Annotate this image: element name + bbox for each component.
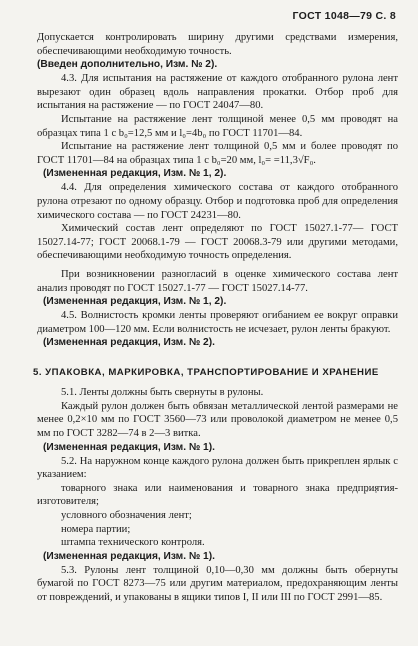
label-item-batch: номера партии; bbox=[61, 523, 131, 535]
clause-5-3: 5.3. Рулоны лент толщиной 0,10—0,30 мм должны быть обернуты бумагой по ГОСТ 8273—75 или другим материалом, предохраняющим ленты от повреждений, и упакованы в ящики типов I, II или III по ГОСТ 2991—85. bbox=[37, 564, 398, 603]
label-item-trademark: товарного знака или наименования и товарного знака предприятия-изготовителя; bbox=[37, 482, 398, 508]
paragraph-chemical-methods: Химический состав лент определяют по ГОСТ 15027.1-77— ГОСТ 15027.14-77; ГОСТ 20068.1-79 — ГОСТ 20068.3-79 или другими методами, обеспечивающими необходимую точность определения. bbox=[37, 223, 398, 262]
paragraph-disputes: При возникновении разногласий в оценке химического состава лент анализ проводят по ГОСТ 15027.1-77 — ГОСТ 15027.14-77. bbox=[37, 268, 398, 294]
section-5-heading: 5. УПАКОВКА, МАРКИРОВКА, ТРАНСПОРТИРОВАНИЕ И ХРАНЕНИЕ bbox=[33, 367, 379, 379]
clause-5-1: 5.1. Ленты должны быть свернуты в рулоны. bbox=[61, 387, 264, 399]
edition-note-1: (Введен дополнительно, Изм. № 2). bbox=[37, 59, 218, 71]
document-body bbox=[33, 31, 398, 605]
clause-5-2: 5.2. На наружном конце каждого рулона должен быть прикреплен ярлык с указанием: bbox=[37, 455, 398, 481]
paragraph-tensile-thin: Испытание на растяжение лент толщиной менее 0,5 мм проводят на образцах типа 1 с b₀=12,5 мм и l₀=4b₀ по ГОСТ 11701—84. bbox=[37, 113, 398, 139]
scan-smudge-mark bbox=[364, 487, 386, 495]
clause-4-3: 4.3. Для испытания на растяжение от каждого отобранного рулона лент вырезают один образец вдоль направления прокатки. Отбор проб для испытания на растяжение — по ГОСТ 24047—80. bbox=[37, 73, 398, 112]
edition-note-5: (Измененная редакция, Изм. № 1). bbox=[43, 441, 215, 453]
edition-note-2: (Измененная редакция, Изм. № 1, 2). bbox=[43, 168, 227, 180]
edition-note-4: (Измененная редакция, Изм. № 2). bbox=[43, 337, 215, 349]
paragraph-measurement-note: Допускается контролировать ширину другими средствами измерения, обеспечивающими необходимую точность. bbox=[37, 32, 398, 57]
paragraph-tensile-thick: Испытание на растяжение лент толщиной 0,5 мм и более проводят по ГОСТ 11701—84 на образцах типа 1 с b₀=20 мм, l₀= =11,3√F₀. bbox=[37, 141, 398, 166]
label-item-designation: условного обозначения лент; bbox=[61, 510, 192, 522]
page-header: ГОСТ 1048—79 С. 8 bbox=[292, 10, 396, 22]
label-item-stamp: штампа технического контроля. bbox=[61, 537, 205, 549]
clause-4-5: 4.5. Волнистость кромки ленты проверяют огибанием ее вокруг оправки диаметром 100—120 мм. Если волнистость не исчезает, рулон ленты бракуют. bbox=[37, 310, 398, 335]
edition-note-3: (Измененная редакция, Изм. № 1, 2). bbox=[43, 296, 227, 308]
clause-4-4: 4.4. Для определения химического состава от каждого отобранного рулона отрезают по одному образцу. Отбор и подготовка проб для определения химического состава — по ГОСТ 24231—80. bbox=[37, 182, 398, 221]
edition-note-6: (Измененная редакция, Изм. № 1). bbox=[43, 550, 215, 562]
paragraph-binding: Каждый рулон должен быть обвязан металлической лентой размерами не менее 0,2×10 мм по ГОСТ 3560—73 или проволокой диаметром не менее 0,5 мм по ГОСТ 3282—74 в 2—3 витка. bbox=[37, 400, 398, 440]
